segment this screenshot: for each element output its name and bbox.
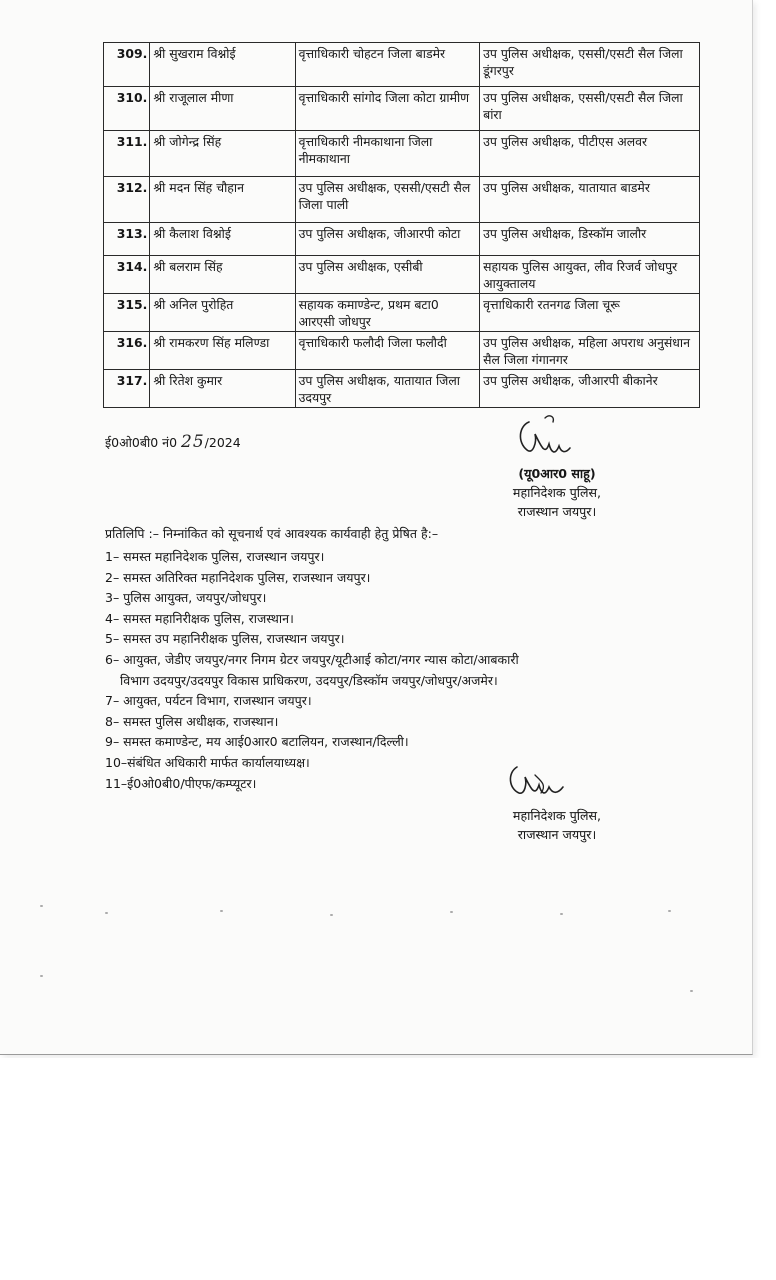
officer-name-cell: श्री रितेश कुमार bbox=[150, 370, 295, 408]
scan-speck bbox=[220, 910, 223, 912]
copy-list-item-continuation: विभाग उदयपुर/उदयपुर विकास प्राधिकरण, उदयपुर/डिस्कॉम जयपुर/जोधपुर/अजमेर। bbox=[120, 672, 498, 688]
signatory-place: राजस्थान जयपुर। bbox=[517, 504, 597, 519]
signatory-designation: महानिदेशक पुलिस, bbox=[512, 485, 602, 500]
new-posting-cell: उप पुलिस अधीक्षक, यातायात बाडमेर bbox=[480, 177, 700, 223]
bottom-signature-image bbox=[505, 755, 580, 810]
current-posting-cell: उप पुलिस अधीक्षक, जीआरपी कोटा bbox=[295, 223, 480, 256]
copy-list-item: 9– समस्त कमाण्डेन्ट, मय आई0आर0 बटालियन, राजस्थान/दिल्ली। bbox=[105, 734, 409, 750]
copy-intro: प्रतिलिपि :– निम्नांकित को सूचनार्थ एवं आवश्यक कार्यवाही हेतु प्रेषित है:– bbox=[105, 526, 439, 541]
serial-number-cell: 317. bbox=[104, 370, 150, 408]
posting-row bbox=[104, 223, 700, 256]
order-reference-number: 25 bbox=[181, 432, 205, 452]
signatory-block bbox=[487, 464, 627, 521]
copy-list-item: 3– पुलिस आयुक्त, जयपुर/जोधपुर। bbox=[105, 590, 267, 606]
officer-name-cell: श्री सुखराम विश्नोई bbox=[150, 43, 295, 87]
current-posting-cell: उप पुलिस अधीक्षक, एसीबी bbox=[295, 256, 480, 294]
officer-name-cell: श्री रामकरण सिंह मलिण्डा bbox=[150, 332, 295, 370]
officer-name-cell: श्री बलराम सिंह bbox=[150, 256, 295, 294]
scan-speck bbox=[330, 914, 333, 916]
serial-number-cell: 316. bbox=[104, 332, 150, 370]
order-reference-prefix: ई0ओ0बी0 नं0 bbox=[105, 435, 178, 450]
order-reference bbox=[105, 432, 241, 452]
signature-image bbox=[515, 412, 585, 467]
new-posting-cell: उप पुलिस अधीक्षक, जीआरपी बीकानेर bbox=[480, 370, 700, 408]
posting-row bbox=[104, 256, 700, 294]
current-posting-cell: वृत्ताधिकारी चोहटन जिला बाडमेर bbox=[295, 43, 480, 87]
copy-list-item: 5– समस्त उप महानिरीक्षक पुलिस, राजस्थान जयपुर। bbox=[105, 631, 345, 647]
new-posting-cell: उप पुलिस अधीक्षक, एससी/एसटी सैल जिला डूंगरपुर bbox=[480, 43, 700, 87]
page-margin-below bbox=[0, 1058, 776, 1280]
new-posting-cell: वृत्ताधिकारी रतनगढ जिला चूरू bbox=[480, 294, 700, 332]
posting-row bbox=[104, 332, 700, 370]
new-posting-cell: उप पुलिस अधीक्षक, एससी/एसटी सैल जिला बांरा bbox=[480, 87, 700, 131]
bottom-signatory-designation: महानिदेशक पुलिस, bbox=[512, 808, 602, 823]
signatory-name: (यू0आर0 साहू) bbox=[518, 466, 596, 481]
serial-number-cell: 309. bbox=[104, 43, 150, 87]
officer-name-cell: श्री राजूलाल मीणा bbox=[150, 87, 295, 131]
copy-list-item: 10–संबंधित अधिकारी मार्फत कार्यालयाध्यक्ष। bbox=[105, 754, 310, 770]
scan-speck bbox=[560, 913, 563, 915]
current-posting-cell: वृत्ताधिकारी फलौदी जिला फलौदी bbox=[295, 332, 480, 370]
new-posting-cell: उप पुलिस अधीक्षक, महिला अपराध अनुसंधान सैल जिला गंगानगर bbox=[480, 332, 700, 370]
posting-row bbox=[104, 370, 700, 408]
scan-speck bbox=[105, 912, 108, 914]
scan-speck bbox=[40, 905, 43, 907]
serial-number-cell: 313. bbox=[104, 223, 150, 256]
copy-list-item: 4– समस्त महानिरीक्षक पुलिस, राजस्थान। bbox=[105, 610, 294, 626]
new-posting-cell: सहायक पुलिस आयुक्त, लीव रिजर्व जोधपुर आयुक्तालय bbox=[480, 256, 700, 294]
copy-list-item: 7– आयुक्त, पर्यटन विभाग, राजस्थान जयपुर। bbox=[105, 693, 312, 709]
copy-list-item: 6– आयुक्त, जेडीए जयपुर/नगर निगम ग्रेटर जयपुर/यूटीआई कोटा/नगर न्यास कोटा/आबकारी bbox=[105, 651, 519, 667]
order-reference-year: /2024 bbox=[204, 435, 241, 450]
posting-row bbox=[104, 177, 700, 223]
bottom-signatory-block bbox=[487, 806, 627, 844]
current-posting-cell: उप पुलिस अधीक्षक, यातायात जिला उदयपुर bbox=[295, 370, 480, 408]
scan-speck bbox=[40, 975, 43, 977]
posting-row bbox=[104, 131, 700, 177]
current-posting-cell: उप पुलिस अधीक्षक, एससी/एसटी सैल जिला पाली bbox=[295, 177, 480, 223]
current-posting-cell: वृत्ताधिकारी नीमकाथाना जिला नीमकाथाना bbox=[295, 131, 480, 177]
postings-table bbox=[103, 42, 700, 408]
copy-list-item: 2– समस्त अतिरिक्त महानिदेशक पुलिस, राजस्थान जयपुर। bbox=[105, 569, 371, 585]
copy-list-item: 11–ई0ओ0बी0/पीएफ/कम्प्यूटर। bbox=[105, 775, 257, 791]
officer-name-cell: श्री कैलाश विश्नोई bbox=[150, 223, 295, 256]
serial-number-cell: 310. bbox=[104, 87, 150, 131]
officer-name-cell: श्री जोगेन्द्र सिंह bbox=[150, 131, 295, 177]
bottom-signatory-place: राजस्थान जयपुर। bbox=[517, 827, 597, 842]
scan-speck bbox=[668, 910, 671, 912]
scan-speck bbox=[690, 990, 693, 992]
current-posting-cell: वृत्ताधिकारी सांगोद जिला कोटा ग्रामीण bbox=[295, 87, 480, 131]
copy-list-item: 8– समस्त पुलिस अधीक्षक, राजस्थान। bbox=[105, 713, 279, 729]
current-posting-cell: सहायक कमाण्डेन्ट, प्रथम बटा0 आरएसी जोधपुर bbox=[295, 294, 480, 332]
serial-number-cell: 312. bbox=[104, 177, 150, 223]
serial-number-cell: 315. bbox=[104, 294, 150, 332]
new-posting-cell: उप पुलिस अधीक्षक, डिस्कॉम जालौर bbox=[480, 223, 700, 256]
new-posting-cell: उप पुलिस अधीक्षक, पीटीएस अलवर bbox=[480, 131, 700, 177]
copy-distribution-list bbox=[105, 547, 705, 794]
posting-row bbox=[104, 294, 700, 332]
officer-name-cell: श्री मदन सिंह चौहान bbox=[150, 177, 295, 223]
posting-row bbox=[104, 43, 700, 87]
serial-number-cell: 314. bbox=[104, 256, 150, 294]
posting-row bbox=[104, 87, 700, 131]
serial-number-cell: 311. bbox=[104, 131, 150, 177]
scan-speck bbox=[450, 911, 453, 913]
officer-name-cell: श्री अनिल पुरोहित bbox=[150, 294, 295, 332]
copy-list-item: 1– समस्त महानिदेशक पुलिस, राजस्थान जयपुर। bbox=[105, 549, 325, 564]
